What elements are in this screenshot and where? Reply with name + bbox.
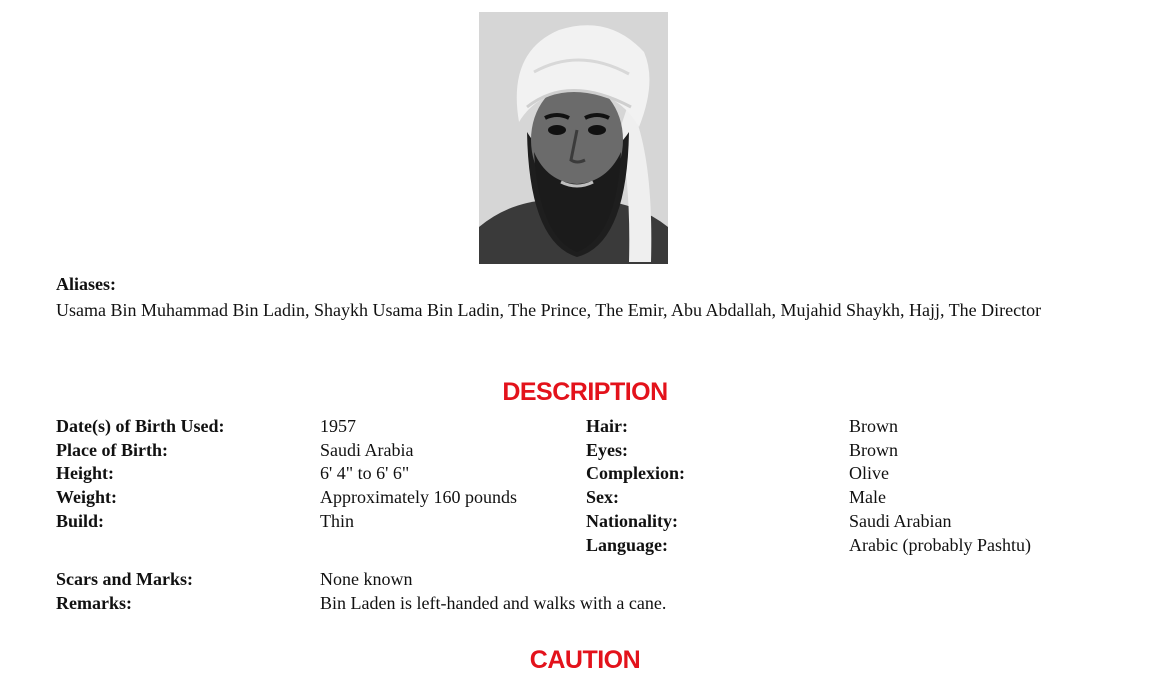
scars-value: None known bbox=[320, 569, 413, 589]
description-heading: DESCRIPTION bbox=[502, 378, 668, 406]
nationality-label: Nationality: bbox=[586, 511, 678, 531]
nationality-value: Saudi Arabian bbox=[849, 511, 952, 531]
aliases-text: Usama Bin Muhammad Bin Ladin, Shaykh Usama Bin Ladin, The Prince, The Emir, Abu Abdallah, Mujahid Shaykh, Hajj, The Director bbox=[56, 300, 1042, 320]
remarks-label: Remarks: bbox=[56, 593, 132, 613]
complexion-label: Complexion: bbox=[586, 463, 685, 483]
caution-heading: CAUTION bbox=[529, 646, 641, 674]
height-value: 6' 4" to 6' 6" bbox=[320, 463, 410, 483]
place-of-birth-value: Saudi Arabia bbox=[320, 440, 414, 460]
language-value: Arabic (probably Pashtu) bbox=[849, 535, 1031, 555]
build-label: Build: bbox=[56, 511, 105, 531]
place-of-birth-label: Place of Birth: bbox=[56, 440, 168, 460]
complexion-value: Olive bbox=[849, 463, 889, 483]
dob-label: Date(s) of Birth Used: bbox=[56, 416, 225, 436]
portrait-photo bbox=[479, 12, 668, 264]
scars-label: Scars and Marks: bbox=[56, 569, 194, 589]
sex-value: Male bbox=[849, 487, 886, 507]
weight-value: Approximately 160 pounds bbox=[320, 487, 517, 507]
eyes-label: Eyes: bbox=[586, 440, 628, 460]
hair-value: Brown bbox=[849, 416, 898, 436]
aliases-heading: Aliases: bbox=[56, 274, 116, 294]
build-value: Thin bbox=[320, 511, 354, 531]
hair-label: Hair: bbox=[586, 416, 628, 436]
sex-label: Sex: bbox=[586, 487, 619, 507]
eyes-value: Brown bbox=[849, 440, 898, 460]
dob-value: 1957 bbox=[320, 416, 356, 436]
language-label: Language: bbox=[586, 535, 669, 555]
weight-label: Weight: bbox=[56, 487, 117, 507]
remarks-value: Bin Laden is left-handed and walks with a cane. bbox=[320, 593, 667, 613]
height-label: Height: bbox=[56, 463, 114, 483]
portrait-photo-icon bbox=[479, 12, 668, 264]
